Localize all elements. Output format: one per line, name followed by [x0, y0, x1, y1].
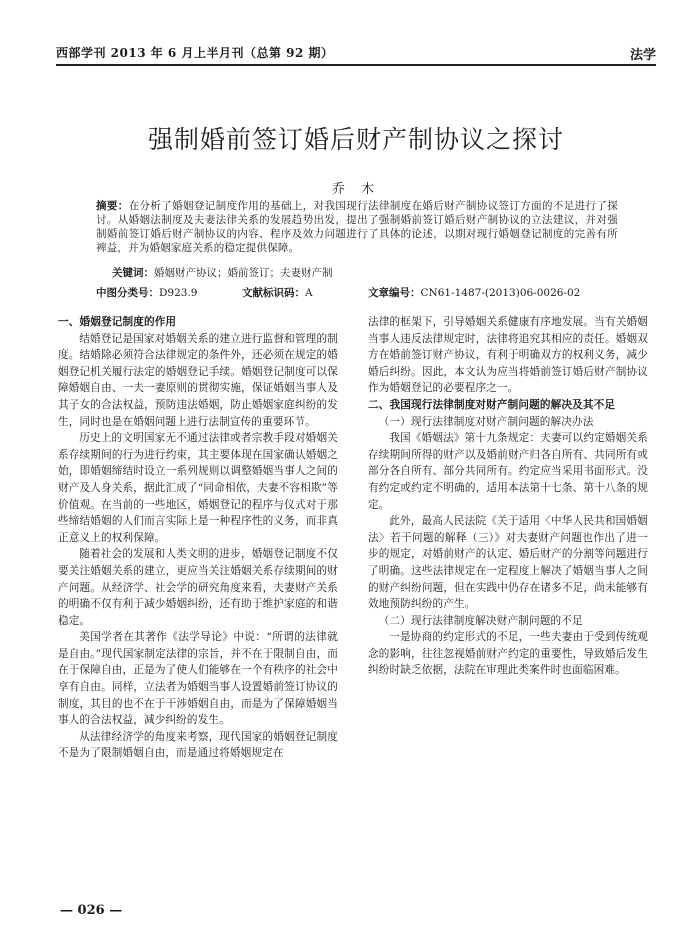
- article-number: [368, 285, 580, 300]
- subsection-heading-1: （一）现行法律制度对财产制问题的解决办法: [378, 415, 594, 428]
- clc-number: [96, 285, 197, 300]
- section-tag: 法学: [629, 48, 656, 63]
- document-code: [242, 285, 313, 300]
- abstract: [96, 199, 618, 255]
- paragraph: 历史上的文明国家无不通过法律或者宗教手段对婚姻关系存续期间的行为进行约束，其主要体现在国家确认婚姻之始，即婚姻缔结时设立一系列规则以调整婚姻当事人之间的财产及人身关系，据此汇成了“同命相依，夫妻不容相欺”等价值观。在当前的一些地区，婚姻登记的程序与仪式对于那些缔结婚姻的人们而言实际上是一种程序性的义务，而非真正意义上的权利保障。: [58, 432, 338, 544]
- article-value: CN61-1487-(2013)06-0026-02: [420, 287, 581, 299]
- abstract-label: 摘要：: [96, 200, 129, 212]
- paragraph: 一是协商的约定形式的不足，一些夫妻由于受到传统观念的影响，往往忽视婚前财产约定的重要性，导致婚后发生纠纷时缺乏依据，法院在审理此类案件时也面临困难。: [368, 631, 648, 677]
- paragraph: 从法律经济学的角度来考察，现代国家的婚姻登记制度不是为了限制婚姻自由，而是通过将婚姻规定在: [58, 730, 338, 760]
- paragraph: 我国《婚姻法》第十九条规定：夫妻可以约定婚姻关系存续期间所得的财产以及婚前财产归各自所有、共同所有或部分各自所有、部分共同所有。约定应当采用书面形式。没有约定或约定不明确的，适用本法第十七条、第十八条的规定。: [368, 432, 648, 511]
- keywords-text: 婚姻财产协议；婚前签订；夫妻财产制: [154, 267, 333, 279]
- paragraph: 法律的框架下，引导婚姻关系健康有序地发展。当有关婚姻当事人违反法律规定时，法律将追究其相应的责任。婚姻双方在婚前签订财产协议，有利于明确双方的权利义务，减少婚后纠纷。因此，本文认为应当将婚前签订婚后财产制协议作为婚姻登记的必要程序之一。: [368, 316, 648, 395]
- keywords: [112, 265, 612, 280]
- paragraph: 此外，最高人民法院《关于适用〈中华人民共和国婚姻法〉若干问题的解释（三）》对夫妻财产问题也作出了进一步的规定，对婚前财产的认定、婚后财产的分割等问题进行了明确。这些法律规定在一定程度上解决了婚姻当事人之间的财产纠纷问题，但在实践中仍存在诸多不足，尚未能够有效地预防纠纷的产生。: [368, 515, 648, 611]
- clc-value: D923.9: [159, 287, 198, 299]
- paragraph: 结婚登记是国家对婚姻关系的建立进行监督和管理的制度。结婚除必须符合法律规定的条件外，还必须在规定的婚姻登记机关履行法定的婚姻登记手续。婚姻登记制度可以保障婚姻自由、一夫一妻原则的贯彻实施，保证婚姻当事人及其子女的合法权益，预防违法婚姻，防止婚姻家庭纠纷的发生，同时也是在婚姻问题上进行法制宣传的重要环节。: [58, 332, 338, 428]
- doc-value: A: [305, 287, 313, 299]
- section-heading-2: 二、我国现行法律制度对财产制问题的解决及其不足: [368, 398, 616, 411]
- paragraph: 随着社会的发展和人类文明的进步，婚姻登记制度不仅要关注婚姻关系的建立，更应当关注婚姻关系存续期间的财产问题。从经济学、社会学的研究角度来看，夫妻财产关系的明确不仅有利于减少婚姻纠纷，还有助于维护家庭的和谐稳定。: [58, 548, 338, 627]
- header-rule: [56, 64, 656, 66]
- article-title: 强制婚前签订婚后财产制协议之探讨: [147, 125, 564, 154]
- journal-name: 西部学刊 2013 年 6 月上半月刊（总第 92 期）: [56, 46, 334, 60]
- running-header: [56, 44, 656, 64]
- left-column: [58, 314, 338, 762]
- author-name: 乔 木: [331, 182, 381, 197]
- paragraph: 美国学者在其著作《法学导论》中说：“所谓的法律就是自由。”现代国家制定法律的宗旨，并不在于限制自由，而在于保障自由，正是为了使人们能够在一个有秩序的社会中享有自由。同样，立法者为婚姻当事人设置婚前签订协议的制度，其目的也不在于干涉婚姻自由，而是为了保障婚姻当事人的合法权益，减少纠纷的发生。: [58, 631, 338, 727]
- article-label: 文章编号：: [368, 287, 421, 299]
- abstract-text: 在分析了婚姻登记制度作用的基础上，对我国现行法律制度在婚后财产制协议签订方面的不足进行了探讨。从婚姻法制度及夫妻法律关系的发展趋势出发，提出了强制婚前签订婚后财产制协议的立法建议，并对强制婚前签订婚后财产制协议的内容、程序及效力问题进行了具体的论述，以期对现行婚姻登记制度的完善有所裨益，并为婚姻家庭关系的稳定提供保障。: [96, 200, 618, 254]
- section-heading-1: 一、婚姻登记制度的作用: [58, 316, 177, 328]
- page-number: — 026 —: [60, 903, 123, 918]
- keywords-label: 关键词：: [112, 267, 154, 279]
- right-column: [368, 314, 648, 679]
- doc-label: 文献标识码：: [242, 287, 305, 299]
- clc-label: 中图分类号：: [96, 287, 159, 299]
- subsection-heading-2: （二）现行法律制度解决财产制问题的不足: [378, 614, 583, 627]
